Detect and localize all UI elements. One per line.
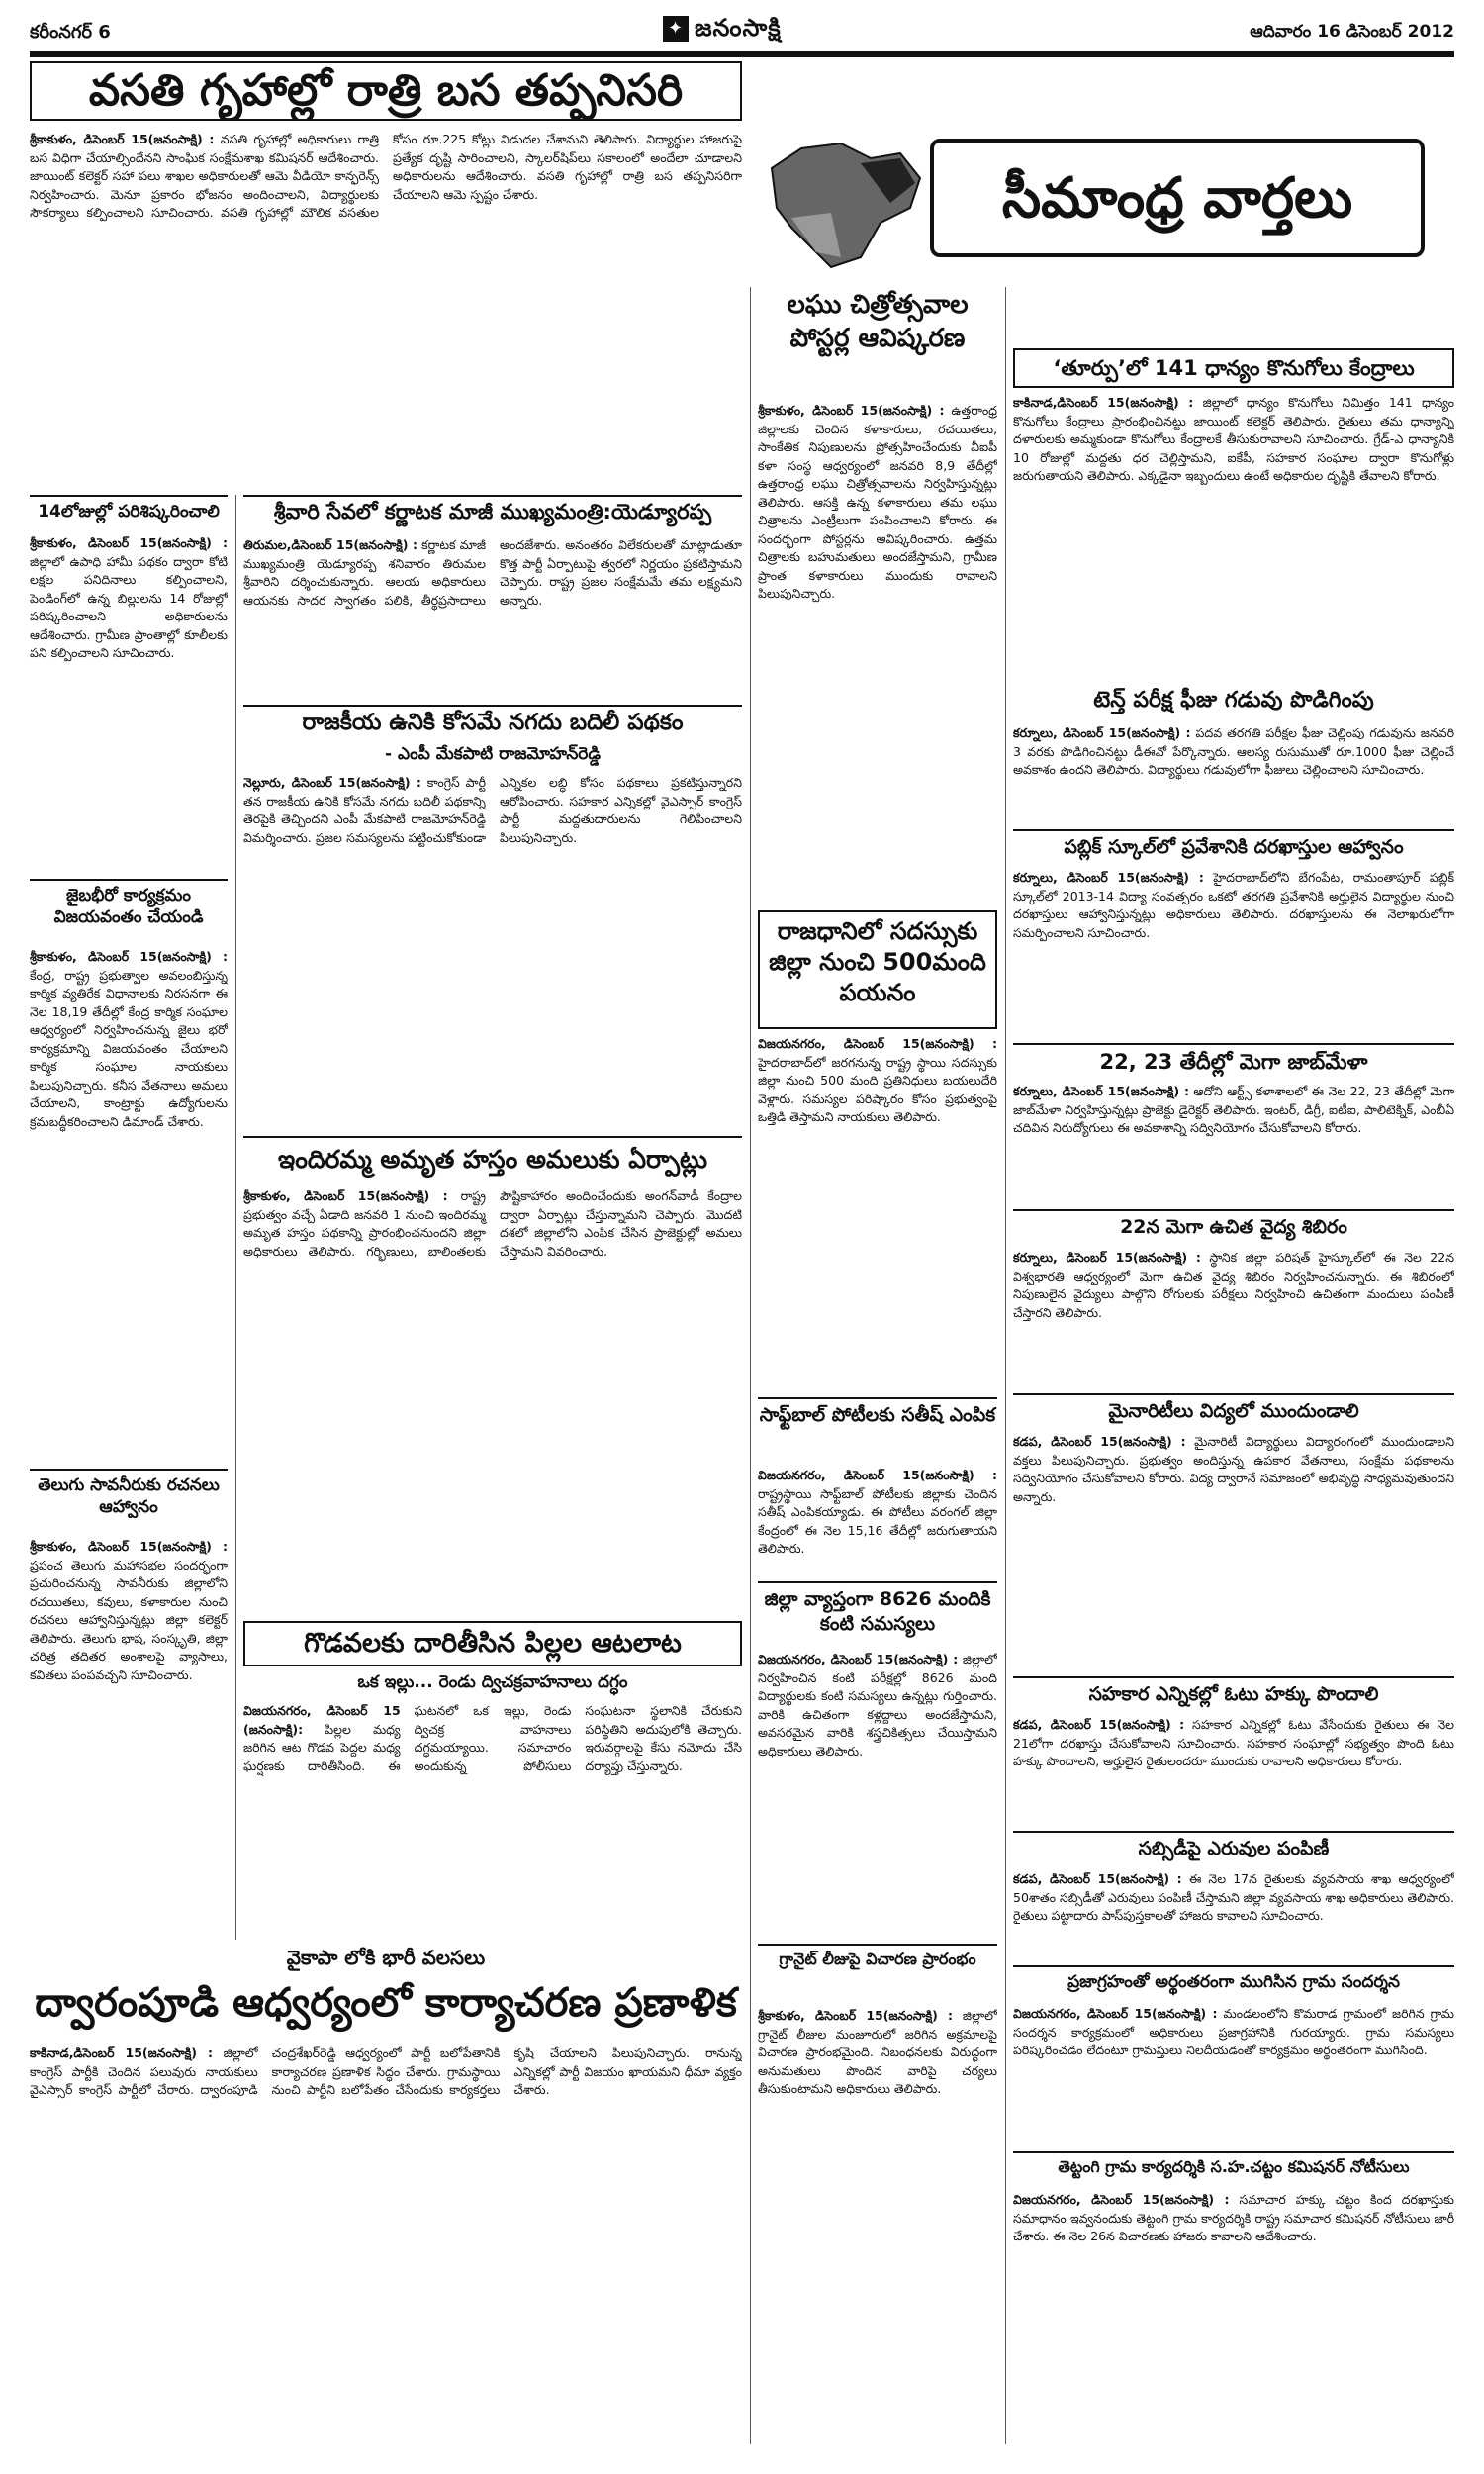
story-telugu-body: ప్రపంచ తెలుగు మహాసభల సందర్భంగా ప్రచురించనున్న సావనీరుకు జిల్లాలోని రచయితలు, కవులు, కళాకారుల నుంచి రచనలు ఆహ్వానిస్తున్నట్లు జిల్లా కలెక్టర్ తెలిపారు. తెలుగు భాష, సంస్కృతి, జిల్లా చరిత్ర తదితర అంశాలపై వ్యాసాలు, కవితలు పంపవచ్చని సూచించారు. (30, 1557, 228, 1682)
map-icon (762, 129, 930, 277)
story-eye-dateline: విజయనగరం, డిసెంబర్ 15(జనంసాక్షి) : (758, 1652, 959, 1666)
masthead-rule (30, 51, 1454, 57)
story-subsidy-dateline: కడప, డిసెంబర్ 15(జనంసాక్షి) : (1013, 1871, 1182, 1886)
story-notice-headline: తెట్టంగి గ్రామ కార్యదర్శికి స.హ.చట్టం కమిషనర్ నోటీసులు (1058, 2157, 1410, 2176)
section-banner: సీమాంధ్ర వార్తలు (930, 139, 1425, 257)
story-jaibhim-dateline: శ్రీకాకుళం, డిసెంబర్ 15(జనంసాక్షి) : (30, 949, 228, 964)
story-subsidy-headline: సబ్సిడీపై ఎరువుల పంపిణీ (1138, 1838, 1330, 1859)
story-jaibhim (30, 948, 228, 1463)
story-notice-body: సమాచార హక్కు చట్టం కింద దరఖాస్తుకు సమాధానం ఇవ్వనందుకు తెట్టంగి గ్రామ కార్యదర్శికి రాష్ట్ర సమాచార కమిషనర్ నోటీసులు జారీ చేశారు. ఈ నెల 26న విచారణకు హాజరు కావాలని ఆదేశించారు. (1013, 2192, 1454, 2243)
story-minority (1013, 1433, 1454, 1670)
story-capital-headline: రాజధానిలో సదస్సుకు జిల్లా నుంచి 500మంది పయనం (758, 910, 997, 1029)
story-medical-body: స్థానిక జిల్లా పరిషత్ హైస్కూల్‌లో ఈ నెల 22న విశ్వభారతి ఆధ్వర్యంలో మెగా ఉచిత వైద్య శిబిరం నిర్వహించనున్నారు. ఈ శిబిరంలో నిపుణులైన వైద్యులు పాల్గొని రోగులకు పరీక్షలు నిర్వహించి ఉచితంగా మందులు పంపిణీ చేస్తారని తెలిపారు. (1013, 1250, 1454, 1320)
story-tenth-headline: టెన్త్ పరీక్ష ఫీజు గడువు పొడిగింపు (1093, 688, 1374, 713)
story-children-subhead: ఒక ఇల్లు... రెండు ద్విచక్రవాహనాలు దగ్ధం (357, 1672, 628, 1692)
andhra-map-image (762, 129, 930, 277)
story-rajakeeya-subhead: - ఎంపీ మేకపాటి రాజమోహన్‌రెడ్డి (385, 744, 601, 764)
story-granite-headline: గ్రానైట్ లీజుపై విచారణ ప్రారంభం (779, 1950, 976, 1968)
story-cooperative-dateline: కడప, డిసెంబర్ 15(జనంసాక్షి) : (1013, 1717, 1185, 1732)
story-jobmela (1013, 1083, 1454, 1201)
logo-mark-icon: ✦ (663, 16, 689, 42)
issue-date: ఆదివారం 16 డిసెంబర్ 2012 (1250, 22, 1454, 42)
story-dhanyam (1013, 394, 1454, 681)
story-14-body: జిల్లాలో ఉపాధి హామీ పథకం ద్వారా కోటి లక్షల పనిదినాలు కల్పించాలని, పెండింగ్‌లో ఉన్న బిల్లులను 14 రోజుల్లో పరిష్కరించాలని అధికారులను ఆదేశించారు. గ్రామీణ ప్రాంతాల్లో కూలీలకు పని కల్పించాలని సూచించారు. (30, 553, 228, 660)
story-softball-body: రాష్ట్రస్థాయి సాఫ్ట్‌బాల్ పోటీలకు జిల్లాకు చెందిన సతీష్ ఎంపికయ్యాడు. ఈ పోటీలు వరంగల్ జిల్లా కేంద్రంలో ఈ నెల 15,16 తేదీల్లో జరుగుతాయని తెలిపారు. (758, 1485, 997, 1556)
story-jobmela-body: ఆదోని ఆర్ట్స్ కళాశాలలో ఈ నెల 22, 23 తేదీల్లో మెగా జాబ్‌మేళా నిర్వహిస్తున్నట్లు ప్రాజెక్టు డైరెక్టర్ తెలిపారు. ఇంటర్, డిగ్రీ, ఐటీఐ, పాలిటెక్నిక్, ఎంబీఏ చదివిన నిరుద్యోగులు ఈ అవకాశాన్ని సద్వినియోగం చేసుకోవాలని కోరారు. (1013, 1084, 1454, 1135)
story-tenth-dateline: కర్నూలు, డిసెంబర్ 15(జనంసాక్షి) : (1013, 725, 1191, 740)
lead-body: వసతి గృహాల్లో అధికారులు రాత్రి బస విధిగా చేయాల్సిందేనని సాంఘిక సంక్షేమశాఖ కమిషనర్ ఆదేశించారు. జాయింట్ కలెక్టర్ సహా పలు శాఖల అధికారులతో ఆమె వీడియో కాన్ఫరెన్స్ నిర్వహించారు. మెనూ ప్రకారం భోజనం అందించాలని, విద్యార్థులకు సౌకర్యాలు కల్పించాలని సూచించారు. వసతి గృహాల్లో మౌలిక వసతుల కోసం రూ.225 కోట్లు విడుదల చేశామని తెలిపారు. విద్యార్థుల హాజరుపై ప్రత్యేక దృష్టి సారించాలని, స్కాలర్‌షిప్‌లు సకాలంలో అందేలా చూడాలని అధికారులను ఆదేశించారు. వసతి గృహాల్లో రాత్రి బస తప్పనిసరిగా చేయాలని ఆమె స్పష్టం చేశారు. (30, 132, 742, 220)
story-rajakeeya (243, 774, 742, 1130)
story-ysrcp-headline: ద్వారంపూడి ఆధ్వర్యంలో కార్యాచరణ ప్రణాళిక (35, 1980, 737, 2026)
story-telugu-dateline: శ్రీకాకుళం, డిసెంబర్ 15(జనంసాక్షి) : (30, 1539, 228, 1554)
story-gram-sabha-dateline: విజయనగరం, డిసెంబర్ 15(జనంసాక్షి) : (1013, 2006, 1218, 2021)
story-granite (758, 2007, 997, 2442)
story-yeddyurappa (243, 536, 742, 700)
story-ysrcp (30, 2045, 742, 2444)
story-ysrcp-body: జిల్లాలో కాంగ్రెస్ పార్టీకి చెందిన పలువురు నాయకులు వైఎస్సార్ కాంగ్రెస్ పార్టీలో చేరారు. ద్వారంపూడి చంద్రశేఖర్‌రెడ్డి ఆధ్వర్యంలో పార్టీ బలోపేతానికి కార్యాచరణ ప్రణాళిక సిద్ధం చేశారు. గ్రామస్థాయి నుంచి పార్టీని బలోపేతం చేసేందుకు కార్యకర్తలు కృషి చేయాలని పిలుపునిచ్చారు. రానున్న ఎన్నికల్లో పార్టీ విజయం ఖాయమని ధీమా వ్యక్తం చేశారు. (30, 2046, 742, 2097)
story-telugu-headline: తెలుగు సావనీరుకు రచనలు ఆహ్వానం (38, 1475, 220, 1518)
story-rajakeeya-headline: రాజకీయ ఉనికి కోసమే నగదు బదిలీ పథకం (302, 710, 684, 735)
story-14 (30, 534, 228, 871)
story-amrutha-body: రాష్ట్ర ప్రభుత్వం వచ్చే ఏడాది జనవరి 1 నుంచి ఇందిరమ్మ అమృత హస్తం పథకాన్ని ప్రారంభించనుందని జిల్లా అధికారులు తెలిపారు. గర్భిణులు, బాలింతలకు పౌష్టికాహారం అందించేందుకు అంగన్‌వాడీ కేంద్రాల ద్వారా ఏర్పాట్లు చేస్తున్నామని చెప్పారు. మొదటి దశలో జిల్లాలోని ఎంపిక చేసిన ప్రాజెక్టుల్లో అమలు చేస్తామని వివరించారు. (243, 1189, 742, 1259)
story-minority-body: మైనారిటీ విద్యార్థులు విద్యారంగంలో ముందుండాలని వక్తలు పిలుపునిచ్చారు. ప్రభుత్వం అందిస్తున్న ఉపకార వేతనాలు, సంక్షేమ పథకాలను సద్వినియోగం చేసుకోవాలని కోరారు. విద్య ద్వారానే సమాజంలో అభివృద్ధి సాధ్యమవుతుందని అన్నారు. (1013, 1434, 1454, 1504)
newspaper-logo (663, 14, 782, 48)
story-medical (1013, 1249, 1454, 1387)
story-children-dateline: విజయనగరం, డిసెంబర్ 15 (జనంసాక్షి): (243, 1703, 401, 1737)
story-softball-dateline: విజయనగరం, డిసెంబర్ 15(జనంసాక్షి) : (758, 1468, 997, 1482)
story-14-dateline: శ్రీకాకుళం, డిసెంబర్ 15(జనంసాక్షి) : (30, 535, 228, 550)
story-cooperative (1013, 1716, 1454, 1825)
story-gram-sabha-headline: ప్రజాగ్రహంతో అర్థంతరంగా ముగిసిన గ్రామ సందర్శన (1067, 1972, 1400, 1992)
story-dhanyam-dateline: కాకినాడ,డిసెంబర్ 15(జనంసాక్షి) : (1013, 395, 1194, 410)
masthead (30, 12, 1454, 51)
story-dhanyam-headline: ‘తూర్పు’లో 141 ధాన్యం కొనుగోలు కేంద్రాలు (1013, 348, 1454, 388)
story-posters-dateline: శ్రీకాకుళం, డిసెంబర్ 15(జనంసాక్షి) : (758, 403, 945, 418)
story-jaibhim-headline: జైబభీరో కార్యక్రమం విజయవంతం చేయండి (53, 886, 204, 928)
story-posters (758, 402, 997, 906)
story-eye-body: జిల్లాలో నిర్వహించిన కంటి పరీక్షల్లో 8626 మంది విద్యార్థులకు కంటి సమస్యలు ఉన్నట్లు గుర్తించారు. వారికి ఉచితంగా కళ్లద్దాలు అందజేస్తామని, అవసరమైన వారికి శస్త్రచికిత్సలు చేయిస్తామని అధికారులు తెలిపారు. (758, 1652, 997, 1759)
story-capital (758, 1035, 997, 1391)
story-notice-dateline: విజయనగరం, డిసెంబర్ 15(జనంసాక్షి) : (1013, 2192, 1230, 2207)
story-tenth (1013, 724, 1454, 823)
lead-headline: వసతి గృహాల్లో రాత్రి బస తప్పనిసరి (30, 61, 742, 121)
story-amrutha-dateline: శ్రీకాకుళం, డిసెంబర్ 15(జనంసాక్షి) : (243, 1189, 448, 1203)
story-eye (758, 1651, 997, 1938)
story-notice (1013, 2191, 1454, 2444)
story-granite-dateline: శ్రీకాకుళం, డిసెంబర్ 15(జనంసాక్షి) : (758, 2008, 954, 2023)
story-ysrcp-kicker: వైకాపా లోకి భారీ వలసలు (286, 1946, 486, 1969)
story-subsidy-body: ఈ నెల 17న రైతులకు వ్యవసాయ శాఖ ఆధ్వర్యంలో 50శాతం సబ్సిడీతో ఎరువులు పంపిణీ చేస్తామని జిల్లా వ్యవసాయ శాఖ అధికారులు తెలిపారు. రైతులు పట్టాదారు పాస్‌పుస్తకాలతో హాజరు కావాలని సూచించారు. (1013, 1871, 1454, 1923)
story-jaibhim-body: కేంద్ర, రాష్ట్ర ప్రభుత్వాల అవలంబిస్తున్న కార్మిక వ్యతిరేక విధానాలకు నిరసనగా ఈ నెల 18,19 తేదీల్లో కేంద్ర కార్మిక సంఘాల ఆధ్వర్యంలో నిర్వహించనున్న జైలు భరో కార్యక్రమాన్ని విజయవంతం చేయాలని కార్మిక సంఘాల నాయకులు పిలుపునిచ్చారు. కనీస వేతనాలు అమలు చేయాలని, కాంట్రాక్టు ఉద్యోగులను క్రమబద్ధీకరించాలని డిమాండ్ చేశారు. (30, 967, 228, 1129)
story-posters-headline: లఘు చిత్రోత్సవాల పోస్టర్ల ఆవిష్కరణ (787, 290, 969, 353)
story-minority-dateline: కడప, డిసెంబర్ 15(జనంసాక్షి) : (1013, 1434, 1186, 1449)
page-number: కరీంనగర్ 6 (30, 22, 111, 43)
story-public-school-body: హైదరాబాద్‌లోని బేగంపేట, రామంతాపూర్ పబ్లిక్ స్కూల్‌లో 2013-14 విద్యా సంవత్సరం ఒకటో తరగతి ప్రవేశానికి అర్హులైన విద్యార్థుల నుంచి దరఖాస్తులు ఆహ్వానిస్తున్నట్లు అధికారులు తెలిపారు. దరఖాస్తులను ఈ నెలాఖరులోగా సమర్పించాలని సూచించారు. (1013, 870, 1454, 940)
story-dhanyam-body: జిల్లాలో ధాన్యం కొనుగోలు నిమిత్తం 141 ధాన్యం కొనుగోలు కేంద్రాలు ప్రారంభించినట్టు జాయింట్ కలెక్టర్ తెలిపారు. రైతులు తమ ధాన్యాన్ని దళారులకు అమ్మకుండా కొనుగోలు కేంద్రాలకే తీసుకురావాలని సూచించారు. గ్రేడ్-ఎ ధాన్యానికి 10 రోజుల్లో మద్దతు ధర చెల్లిస్తామని, ఐకేపీ, సహకార సంఘాల ద్వారా కొనుగోళ్లు జరుగుతాయని తెలిపారు. ఎక్కడైనా ఇబ్బందులు ఉంటే అధికారుల దృష్టికి తేవాలని కోరారు. (1013, 395, 1454, 483)
story-public-school (1013, 869, 1454, 1037)
story-public-school-headline: పబ్లిక్ స్కూల్‌లో ప్రవేశానికి దరఖాస్తుల ఆహ్వానం (1064, 836, 1404, 858)
newspaper-name: జనంసాక్షి (695, 14, 782, 42)
story-yeddyurappa-body: కర్ణాటక మాజీ ముఖ్యమంత్రి యెడ్యూరప్ప శనివారం తిరుమల శ్రీవారిని దర్శించుకున్నారు. ఆలయ అధికారులు ఆయనకు సాదర స్వాగతం పలికి, తీర్థప్రసాదాలు అందజేశారు. అనంతరం విలేకరులతో మాట్లాడుతూ కొత్త పార్టీ ఏర్పాటుపై త్వరలో నిర్ణయం ప్రకటిస్తామని చెప్పారు. రాష్ట్ర ప్రజల సంక్షేమమే తమ లక్ష్యమని అన్నారు. (243, 537, 742, 608)
story-minority-headline: మైనారిటీలు విద్యలో ముందుండాలి (1108, 1400, 1359, 1422)
story-tenth-body: పదవ తరగతి పరీక్షల ఫీజు చెల్లింపు గడువును జనవరి 3 వరకు పొడిగించినట్టు డీఈవో పేర్కొన్నారు. ఆలస్య రుసుముతో రూ.1000 ఫీజు చెల్లించే అవకాశం ఉందని తెలిపారు. విద్యార్థులు గడువులోగా ఫీజులు చెల్లించాలని సూచించారు. (1013, 725, 1454, 777)
story-softball (758, 1467, 997, 1575)
story-yeddyurappa-dateline: తిరుమల,డిసెంబర్ 15(జనంసాక్షి) : (243, 537, 417, 552)
story-ysrcp-dateline: కాకినాడ,డిసెంబర్ 15(జనంసాక్షి) : (30, 2046, 213, 2060)
story-capital-dateline: విజయనగరం, డిసెంబర్ 15(జనంసాక్షి) : (758, 1036, 997, 1051)
story-eye-headline: జిల్లా వ్యాప్తంగా 8626 మందికి కంటి సమస్యలు (764, 1588, 991, 1635)
story-jobmela-headline: 22, 23 తేదీల్లో మెగా జాబ్‌మేళా (1099, 1050, 1368, 1074)
lead-story (30, 131, 742, 487)
story-14-headline: 14లోజుల్లో పరిశిష్కరించాలి (38, 502, 220, 522)
story-posters-body: ఉత్తరాంధ్ర జిల్లాలకు చెందిన కళాకారులు, రచయితలు, సాంకేతిక నిపుణులను ప్రోత్సహించేందుకు వీఐపీ కళా సంస్థ ఆధ్వర్యంలో జనవరి 8,9 తేదీల్లో ఉత్తరాంధ్ర లఘు చిత్రోత్సవాలను నిర్వహిస్తున్నట్లు తెలిపారు. ఆసక్తి ఉన్న కళాకారులు తమ లఘు చిత్రాలను ఎంట్రీలుగా పంపించాలని కోరారు. ఈ సందర్భంగా పోస్టర్లను ఆవిష్కరించారు. ఉత్తమ చిత్రాలకు బహుమతులు అందజేస్తామని, గ్రామీణ ప్రాంత కళాకారులు ముందుకు రావాలని పిలుపునిచ్చారు. (758, 403, 997, 601)
story-public-school-dateline: కర్నూలు, డిసెంబర్ 15(జనంసాక్షి) : (1013, 870, 1204, 885)
story-rajakeeya-body: కాంగ్రెస్ పార్టీ తన రాజకీయ ఉనికి కోసమే నగదు బదిలీ పథకాన్ని తెరపైకి తెచ్చిందని ఎంపీ మేకపాటి రాజమోహన్‌రెడ్డి విమర్శించారు. ప్రజల సమస్యలను పట్టించుకోకుండా ఎన్నికల లబ్ధి కోసం పథకాలు ప్రకటిస్తున్నారని ఆరోపించారు. సహకార ఎన్నికల్లో వైఎస్సార్ కాంగ్రెస్ పార్టీ మద్దతుదారులను గెలిపించాలని పిలుపునిచ్చారు. (243, 775, 742, 845)
lead-dateline: శ్రీకాకుళం, డిసెంబర్ 15(జనంసాక్షి) : (30, 132, 215, 146)
story-jobmela-dateline: కర్నూలు, డిసెంబర్ 15(జనంసాక్షి) : (1013, 1084, 1189, 1098)
story-medical-headline: 22న మెగా ఉచిత వైద్య శిబిరం (1120, 1216, 1347, 1238)
story-softball-headline: సాఫ్ట్‌బాల్ పోటీలకు సతీష్ ఎంపిక (759, 1404, 996, 1426)
story-children (243, 1702, 742, 1940)
story-children-body: పిల్లల మధ్య జరిగిన ఆట గొడవ పెద్దల మధ్య ఘర్షణకు దారితీసింది. ఈ ఘటనలో ఒక ఇల్లు, రెండు ద్విచక్ర వాహనాలు దగ్ధమయ్యాయి. సమాచారం అందుకున్న పోలీసులు సంఘటనా స్థలానికి చేరుకుని పరిస్థితిని అదుపులోకి తెచ్చారు. ఇరువర్గాలపై కేసు నమోదు చేసి దర్యాప్తు చేస్తున్నారు. (243, 1703, 742, 1773)
story-yeddyurappa-headline: శ్రీవారి సేవలో కర్ణాటక మాజీ ముఖ్యమంత్రి:యెడ్యూరప్ప (273, 500, 712, 523)
story-granite-body: జిల్లాలో గ్రానైట్ లీజుల మంజూరులో జరిగిన అక్రమాలపై విచారణ ప్రారంభమైంది. నిబంధనలకు విరుద్ధంగా అనుమతులు పొందిన వారిపై చర్యలు తీసుకుంటామని అధికారులు తెలిపారు. (758, 2008, 997, 2096)
story-gram-sabha (1013, 2005, 1454, 2143)
story-capital-body: హైదరాబాద్‌లో జరగనున్న రాష్ట్ర స్థాయి సదస్సుకు జిల్లా నుంచి 500 మంది ప్రతినిధులు బయలుదేరి వెళ్లారు. సమస్యల పరిష్కారం కోసం ప్రభుత్వంపై ఒత్తిడి తెస్తామని నాయకులు తెలిపారు. (758, 1054, 997, 1124)
story-cooperative-headline: సహకార ఎన్నికల్లో ఓటు హక్కు పొందాలి (1088, 1683, 1379, 1705)
story-medical-dateline: కర్నూలు, డిసెంబర్ 15(జనంసాక్షి) : (1013, 1250, 1201, 1265)
story-amrutha-headline: ఇందిరమ్మ అమృత హస్తం అమలుకు ఏర్పాట్లు (277, 1145, 708, 1174)
story-children-headline: గొడవలకు దారితీసిన పిల్లల ఆటలాట (243, 1621, 742, 1666)
story-gram-sabha-body: మండలంలోని కొమరాడ గ్రామంలో జరిగిన గ్రామ సందర్శన కార్యక్రమంలో అధికారులు ప్రజాగ్రహానికి గురయ్యారు. గ్రామ సమస్యలు పరిష్కరించడం లేదంటూ గ్రామస్తులు నిలదీయడంతో కార్యక్రమం అర్థంతరంగా ముగిసింది. (1013, 2006, 1454, 2057)
story-cooperative-body: సహకార ఎన్నికల్లో ఓటు వేసేందుకు రైతులు ఈ నెల 21లోగా దరఖాస్తు చేసుకోవాలని సూచించారు. సహకార సంఘాల్లో సభ్యత్వం పొంది ఓటు హక్కు పొందాలని, అర్హులైన రైతులందరూ ముందుకు రావాలని అధికారులు కోరారు. (1013, 1717, 1454, 1768)
story-subsidy (1013, 1870, 1454, 1959)
story-rajakeeya-dateline: నెల్లూరు, డిసెంబర్ 15(జనంసాక్షి) : (243, 775, 421, 790)
story-telugu (30, 1538, 228, 1934)
story-amrutha (243, 1188, 742, 1613)
